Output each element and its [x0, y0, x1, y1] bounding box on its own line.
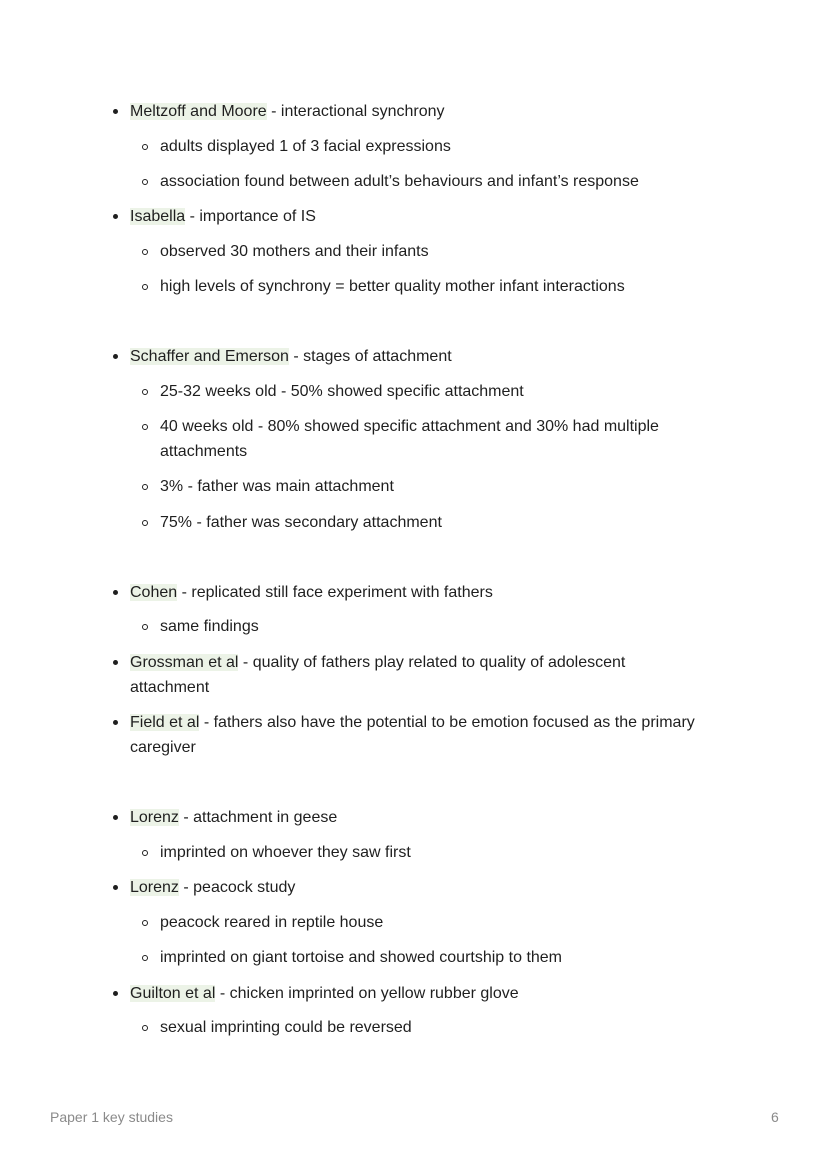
bullet-circle — [142, 920, 148, 926]
bullet-disc — [113, 214, 118, 219]
study-item — [130, 344, 750, 369]
finding-item: imprinted on giant tortoise and showed courtship to them — [160, 949, 563, 966]
footer-title: Paper 1 key studies — [50, 1109, 173, 1125]
finding-item: 75% - father was secondary attachment — [160, 514, 442, 531]
bullet-circle — [142, 1025, 148, 1031]
finding-item: same findings — [160, 618, 259, 635]
bullet-circle — [142, 424, 148, 430]
finding-item: adults displayed 1 of 3 facial expressions — [160, 138, 451, 155]
bullet-circle — [142, 284, 148, 290]
study-name: Schaffer and Emerson — [130, 348, 289, 365]
study-item — [130, 805, 750, 830]
study-description: - replicated still face experiment with fathers — [177, 584, 493, 601]
bullet-circle — [142, 249, 148, 255]
finding-item: 25-32 weeks old - 50% showed specific attachment — [160, 383, 524, 400]
finding-item: 3% - father was main attachment — [160, 478, 394, 495]
study-name: Lorenz — [130, 809, 179, 826]
study-name: Isabella — [130, 208, 186, 225]
bullet-disc — [113, 885, 118, 890]
study-item — [130, 204, 750, 229]
bullet-disc — [113, 991, 118, 996]
bullet-circle — [142, 955, 148, 961]
study-item — [130, 710, 730, 760]
study-description: - importance of IS — [185, 208, 316, 225]
finding-item: sexual imprinting could be reversed — [160, 1019, 412, 1036]
study-description: - interactional synchrony — [266, 103, 445, 120]
study-item — [130, 580, 750, 605]
study-name: Field et al — [130, 714, 200, 731]
bullet-disc — [113, 590, 118, 595]
bullet-circle — [142, 144, 148, 150]
bullet-circle — [142, 850, 148, 856]
study-item — [130, 981, 750, 1006]
page-number: 6 — [771, 1109, 779, 1125]
study-description: - peacock study — [178, 879, 296, 896]
study-name: Guilton et al — [130, 985, 216, 1002]
finding-item: imprinted on whoever they saw first — [160, 844, 411, 861]
bullet-circle — [142, 624, 148, 630]
bullet-circle — [142, 484, 148, 490]
bullet-disc — [113, 815, 118, 820]
study-name: Cohen — [130, 584, 178, 601]
finding-item: 40 weeks old - 80% showed specific attachment and 30% had multiple attachments — [160, 418, 659, 460]
finding-item: observed 30 mothers and their infants — [160, 243, 429, 260]
bullet-circle — [142, 520, 148, 526]
finding-item: association found between adult’s behaviours and infant’s response — [160, 173, 639, 190]
finding-item: high levels of synchrony = better quality mother infant interactions — [160, 278, 625, 295]
study-item — [130, 650, 670, 700]
bullet-circle — [142, 179, 148, 185]
study-name: Meltzoff and Moore — [130, 103, 267, 120]
study-description: - chicken imprinted on yellow rubber glove — [215, 985, 519, 1002]
study-name: Grossman et al — [130, 654, 239, 671]
bullet-disc — [113, 354, 118, 359]
study-description: - stages of attachment — [288, 348, 452, 365]
bullet-disc — [113, 109, 118, 114]
study-description: - quality of fathers play related to quality of adolescent attachment — [130, 654, 626, 696]
bullet-disc — [113, 720, 118, 725]
study-description: - fathers also have the potential to be emotion focused as the primary caregiver — [130, 714, 695, 756]
bullet-disc — [113, 660, 118, 665]
study-item — [130, 875, 750, 900]
bullet-circle — [142, 389, 148, 395]
study-description: - attachment in geese — [178, 809, 338, 826]
study-item — [130, 99, 750, 124]
finding-item: peacock reared in reptile house — [160, 914, 384, 931]
study-name: Lorenz — [130, 879, 179, 896]
